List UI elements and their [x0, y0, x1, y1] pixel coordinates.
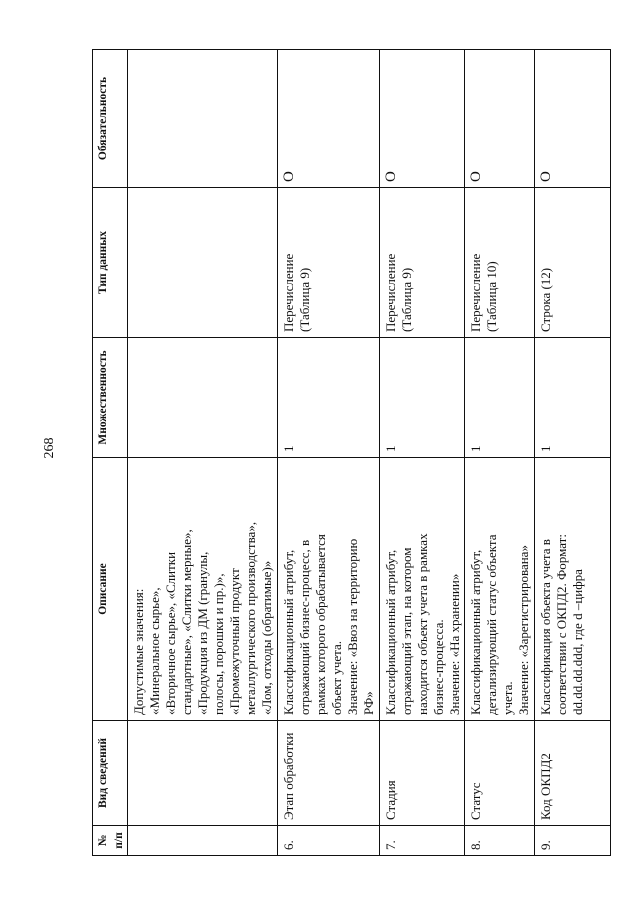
cell-field: Код ОКПД2 [535, 721, 611, 826]
cell-type: Строка (12) [535, 188, 611, 338]
header-type: Тип данных [93, 188, 128, 338]
cell-required: О [535, 50, 611, 188]
table-row [380, 50, 465, 856]
cell-required [128, 50, 278, 188]
cell-multiplicity: 1 [465, 338, 535, 458]
table-row [278, 50, 380, 856]
cell-num: 9. [535, 826, 611, 856]
cell-required: О [380, 50, 465, 188]
table-header-row [93, 50, 128, 856]
rotated-table-container [92, 50, 609, 856]
data-table [92, 49, 611, 856]
header-multiplicity: Множественность [93, 338, 128, 458]
table-row [128, 50, 278, 856]
cell-description: Классификационный атрибут, отражающий бизнес-процесс, в рамках которого обрабатывается объект учета. Значение: «Ввоз на территорию РФ» [278, 458, 380, 721]
table-row [465, 50, 535, 856]
cell-type: Перечисление (Таблица 9) [278, 188, 380, 338]
cell-type [128, 188, 278, 338]
cell-description: Классификация объекта учета в соответствии с ОКПД2. Формат: dd.dd.dd.ddd, где d –цифра [535, 458, 611, 721]
cell-num [128, 826, 278, 856]
cell-multiplicity: 1 [278, 338, 380, 458]
cell-num: 6. [278, 826, 380, 856]
cell-required: О [465, 50, 535, 188]
cell-description: Классификационный атрибут, детализирующий статус объекта учета. Значение: «Зарегистрирована» [465, 458, 535, 721]
cell-field: Статус [465, 721, 535, 826]
cell-field: Стадия [380, 721, 465, 826]
cell-type: Перечисление (Таблица 10) [465, 188, 535, 338]
header-num: № п/п [93, 826, 128, 856]
table-row [535, 50, 611, 856]
cell-description: Классификационный атрибут, отражающий этап, на котором находится объект учета в рамках бизнес-процесса. Значение: «На хранении» [380, 458, 465, 721]
cell-multiplicity: 1 [535, 338, 611, 458]
cell-num: 7. [380, 826, 465, 856]
cell-required: О [278, 50, 380, 188]
header-description: Описание [93, 458, 128, 721]
cell-num: 8. [465, 826, 535, 856]
header-field: Вид сведений [93, 721, 128, 826]
cell-multiplicity [128, 338, 278, 458]
cell-field [128, 721, 278, 826]
cell-type: Перечисление (Таблица 9) [380, 188, 465, 338]
cell-field: Этап обработки [278, 721, 380, 826]
cell-description: Допустимые значения: «Минеральное сырье», «Вторичное сырье», «Слитки стандартные», «Слитки мерные», «Продукция из ДМ (гранулы, полосы, порошки и пр.)», «Промежуточный продукт металлургического производства», «Лом, отходы (обратимые)» [128, 458, 278, 721]
page-number: 268 [42, 437, 57, 459]
header-required: Обязательность [93, 50, 128, 188]
cell-multiplicity: 1 [380, 338, 465, 458]
